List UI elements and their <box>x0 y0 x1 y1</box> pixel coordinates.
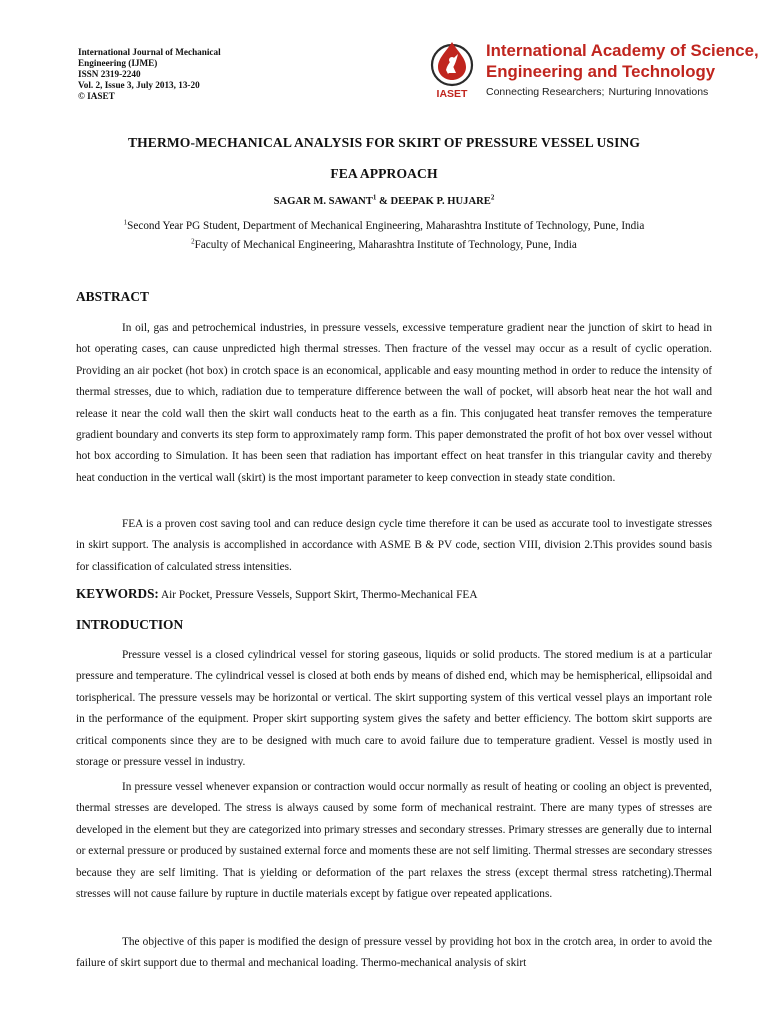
journal-issn: ISSN 2319-2240 <box>78 69 141 79</box>
author-2: DEEPAK P. HUJARE <box>390 196 491 207</box>
journal-info <box>78 47 278 102</box>
journal-name-line2: Engineering (IJME) <box>78 58 158 68</box>
introduction-paragraph-1 <box>76 645 712 773</box>
iaset-abbrev: IASET <box>436 88 468 100</box>
introduction-paragraph-3-text: The objective of this paper is modified the design of pressure vessel by providing hot box in the crotch area, in order to avoid the failure of skirt support due to thermal and mechanical loading. Thermo-mechanical analysis of skirt <box>76 936 712 970</box>
affiliation-1 <box>40 220 728 232</box>
author-1-sup: 1 <box>372 193 377 202</box>
iaset-name-line1: International Academy of Science, <box>486 41 759 60</box>
introduction-paragraph-2 <box>76 777 712 905</box>
introduction-paragraph-1-text: Pressure vessel is a closed cylindrical vessel for storing gaseous, liquids or solid products. The stored medium is at a particular pressure and temperature. The cylindrical vessel is closed at both ends by means of dished end, which may be hemispherical, ellipsoidal and torispherical. The pressure vessels may be horizontal or vertical. The skirt supporting system of this vertical vessel plays an important role in the performance of the equipment. Proper skirt supporting system gives the safety and better efficiency. The bottom skirt supports are critical components since they are to be designed with much care to avoid failure due to temperature gradient. Vessel is mostly used in storage or pressure vessel in industry. <box>76 649 712 769</box>
abstract-heading: ABSTRACT <box>76 289 149 304</box>
affiliation-2 <box>40 239 728 251</box>
paper-title-line1: THERMO-MECHANICAL ANALYSIS FOR SKIRT OF PRESSURE VESSEL USING <box>127 135 641 150</box>
introduction-paragraph-2-text: In pressure vessel whenever expansion or contraction would occur normally as result of heating or cooling an object is prevented, thermal stresses are developed. The stress is always caused by some form of mechanical restraint. There are many types of stresses are developed in the element but they are categorized into primary stresses and secondary stresses. Primary stresses are generally due to internal or external pressure or produced by sustained external force and moments these are not self limiting. Thermal stresses are secondary stresses because they are self limiting. That is yielding or deformation of the part relaxes the stress (except thermal stress ratcheting).Thermal stresses will not cause failure by rupture in ductile materials except by fatigue over repeated applications. <box>76 781 712 901</box>
iaset-logo-icon <box>424 40 480 100</box>
affiliation-1-text: Second Year PG Student, Department of Mechanical Engineering, Maharashtra Institute of Technology, Pune, India <box>127 220 645 232</box>
affiliation-1-sup: 1 <box>123 218 128 227</box>
abstract-paragraph-2 <box>76 514 712 578</box>
author-2-sup: 2 <box>490 193 495 202</box>
keywords-text: Air Pocket, Pressure Vessels, Support Skirt, Thermo-Mechanical FEA <box>158 589 478 601</box>
affiliation-2-text: Faculty of Mechanical Engineering, Maharashtra Institute of Technology, Pune, India <box>194 239 577 251</box>
introduction-paragraph-3 <box>76 932 712 975</box>
author-separator: & <box>376 196 391 207</box>
keywords <box>76 586 477 602</box>
iaset-tagline-part2: Nurturing Innovations <box>608 86 709 98</box>
affiliation-2-sup: 2 <box>191 237 195 246</box>
journal-volume-issue: Vol. 2, Issue 3, July 2013, 13-20 <box>78 80 200 90</box>
author-1: SAGAR M. SAWANT <box>273 196 373 207</box>
paper-authors <box>40 193 728 207</box>
abstract-paragraph-2-text: FEA is a proven cost saving tool and can reduce design cycle time therefore it can be used as accurate tool to investigate stresses in skirt support. The analysis is accomplished in accordance with ASME B & PV code, section VIII, division 2.This provides sound basis for classification of calculated stress intensities. <box>76 518 712 573</box>
iaset-tagline <box>486 85 736 99</box>
journal-copyright: © IASET <box>78 91 115 101</box>
introduction-heading: INTRODUCTION <box>76 617 184 632</box>
iaset-logo-text <box>486 40 759 99</box>
abstract-paragraph-1 <box>76 318 712 489</box>
paper-title-line2: FEA APPROACH <box>330 166 438 181</box>
journal-name-line1: International Journal of Mechanical <box>78 47 221 57</box>
iaset-name-line2: Engineering and Technology <box>486 62 716 81</box>
keywords-label: KEYWORDS: <box>76 586 159 601</box>
abstract-paragraph-1-text: In oil, gas and petrochemical industries, in pressure vessels, excessive temperature gradient near the junction of skirt to head in hot operating cases, can cause unpredicted high thermal stresses. Then fracture of the vessel may occur as a result of cyclic operation. Providing an air pocket (hot box) in crotch space is an economical, applicable and easy mounting method in order to reduce the intensity of thermal stresses, due to which, radiation due to temperature difference between the wall of pocket, will absorb heat near the hot wall and release it near the cold wall then the skirt wall conducts heat to the earth as a fin. This conjugated heat transfer removes the temperature gradient boundary and converts its step form to approximately ramp form. This paper demonstrated the profit of hot box over vessel without hot box according to Simulation. It has been seen that radiation has important effect on heat transfer in this triangular cavity and thereby heat conduction in the vertical wall (skirt) is the most important parameter to keep convection in steady state condition. <box>76 322 712 484</box>
iaset-tagline-part1: Connecting Researchers; <box>486 86 605 98</box>
